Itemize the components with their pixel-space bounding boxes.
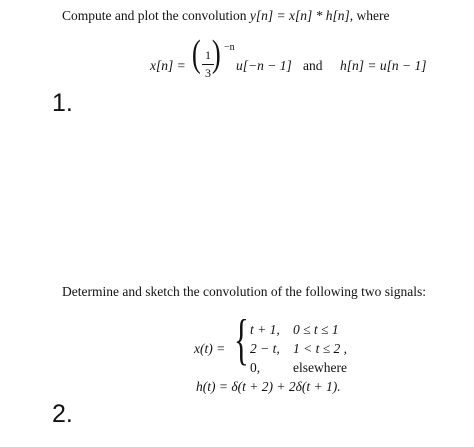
problem-1-prompt	[62, 8, 389, 24]
h-n-definition: h[n] = u[n − 1]	[340, 58, 427, 73]
fraction-power	[191, 33, 235, 90]
left-paren: (	[191, 33, 201, 75]
x-t-lhs: x(t) =	[194, 341, 226, 356]
problem-1-prompt-suffix: , where	[349, 8, 390, 23]
x-n-rhs: u[−n − 1]	[236, 58, 292, 73]
problem-1-convolution-expr: y[n] = x[n] * h[n]	[249, 8, 350, 23]
case-row: t + 1, 0 ≤ t ≤ 1	[250, 322, 339, 337]
x-n-lhs: x[n] =	[150, 58, 186, 73]
problem-2-prompt: Determine and sketch the convolution of the following two signals:	[62, 284, 427, 299]
piecewise-brace: {	[234, 309, 249, 371]
case-row: 0, elsewhere	[250, 360, 347, 375]
case-row: 2 − t, 1 < t ≤ 2 ,	[250, 341, 348, 356]
problem-2-number: 2.	[52, 400, 73, 428]
right-paren: )	[211, 33, 221, 75]
piecewise-cases	[250, 320, 347, 377]
fraction-numerator: 1	[205, 48, 211, 62]
and-text: and	[303, 58, 323, 73]
problem-1-number: 1.	[52, 89, 73, 117]
exponent: −n	[224, 42, 235, 53]
problem-1-prompt-text: Compute and plot the convolution	[62, 8, 250, 23]
h-t-definition: h(t) = δ(t + 2) + 2δ(t + 1).	[196, 379, 341, 394]
fraction-denominator: 3	[205, 66, 211, 80]
